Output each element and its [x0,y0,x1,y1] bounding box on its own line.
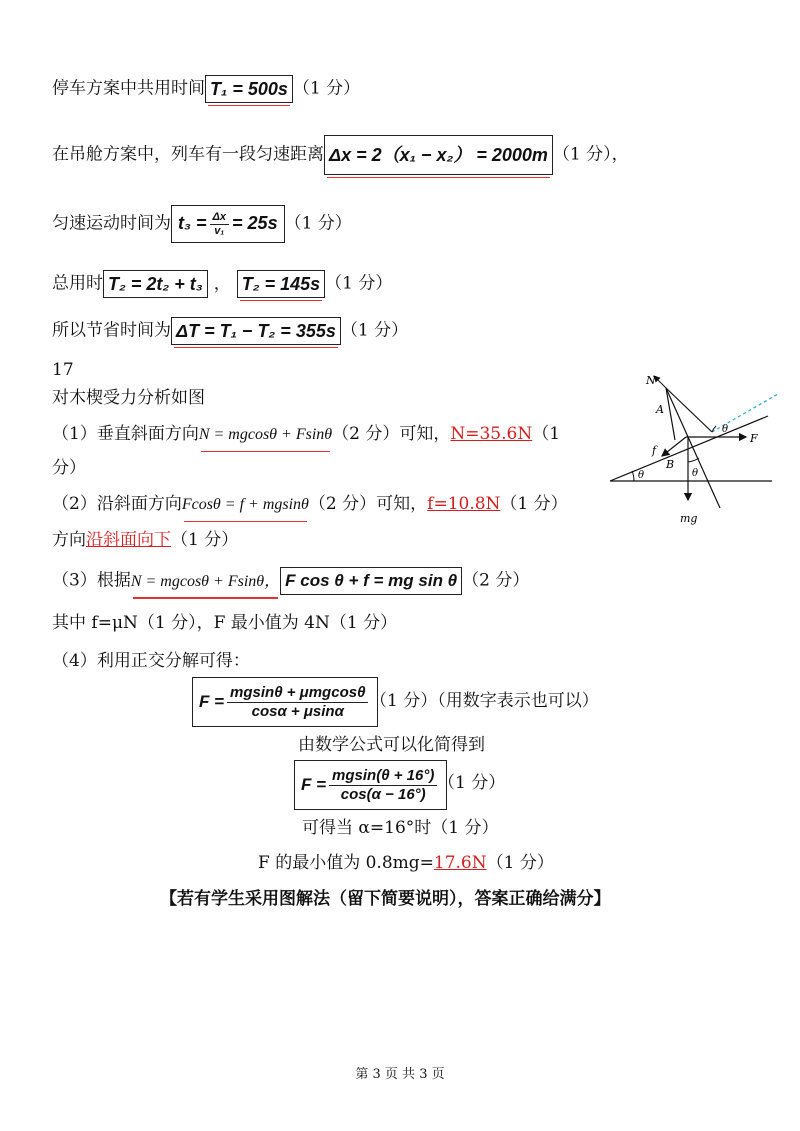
formula-box-F [192,677,378,727]
label-N: N [646,374,656,387]
label: 方向 [52,530,86,550]
numerator: Δx [210,211,230,225]
fraction [329,767,437,804]
score: （1 分）， [552,144,629,165]
lhs: F = [301,775,327,794]
question-intro: 对木楔受力分析如图 [52,388,205,408]
score: （1 [532,424,561,444]
grading-note: 【若有学生采用图解法（留下简要说明），答案正确给满分】 [160,889,611,909]
formula-box [171,205,285,243]
label-theta-incline: θ [638,470,645,481]
friction-arrow [662,437,686,456]
answer: 沿斜面向下 [86,530,171,550]
part-4: （4）利用正交分解可得： [52,651,250,671]
text: 停车方案中共用时间 [52,78,205,99]
score: （1 分） [340,320,409,341]
part-2 [52,491,568,518]
incline-line [610,416,768,481]
formula-box: F cos θ + f = mg sin θ [280,567,462,595]
text: 在吊舱方案中，列车有一段匀速距离 [52,144,324,165]
label-theta-top: θ [722,424,729,435]
score: （1 分） [500,494,568,514]
sep: ， [213,273,231,294]
text: （3）根据 [52,570,131,591]
normal-arrow [654,376,666,388]
text: 总用时 [52,273,103,294]
label-theta-wedge: θ [692,468,699,479]
score: （1 分） [486,853,554,873]
answer: N=35.6N [450,424,533,444]
line-saved-time [52,317,408,345]
part-2-direction [52,527,238,553]
score: （1 分） [284,213,352,234]
formula-box-F-simplified [294,760,447,810]
text: 匀速运动时间为 [52,213,171,234]
fraction [227,684,368,721]
label-F: F [750,432,758,445]
simplify-text: 由数学公式可以化简得到 [298,735,485,755]
score: （2 分）可知， [332,424,451,444]
part-3-friction: 其中 f=μN（1 分），F 最小值为 4N（1 分） [52,613,398,633]
line-total-time-pod [52,270,392,298]
part-4c: 可得当 α=16°时（1 分） [302,818,499,838]
formula-box-1: T₂ = 2t₂ + t₃ [103,270,208,298]
label-f: f [652,444,657,457]
angle-arc-1 [632,471,634,481]
fraction [210,211,230,238]
answer: 17.6N [433,853,487,873]
score: （1 分） [325,273,393,294]
equation: N = mgcosθ + Fsinθ， [131,569,280,595]
part-1 [52,421,560,448]
force-diagram [600,370,790,530]
part-4-score: （1 分）（用数字表示也可以） [370,691,599,711]
lhs: F = [199,692,225,711]
formula-box: ΔT = T₁ − T₂ = 355s [171,317,341,345]
label-mg: mg [680,512,698,525]
text: 所以节省时间为 [52,320,171,341]
line-uniform-time [52,205,352,243]
equation: N = mgcosθ + Fsinθ [199,422,332,448]
score: （2 分） [462,570,530,591]
part-1-cont: 分） [52,458,86,478]
part-3 [52,567,529,595]
text: （2）沿斜面方向 [52,494,182,514]
formula-box-2: T₂ = 145s [237,270,325,298]
lhs: t₃ = [178,213,207,233]
label-B: B [666,458,675,471]
text: （1）垂直斜面方向 [52,424,199,444]
denominator: v₁ [214,224,225,237]
label-A: A [656,403,664,416]
answer: f=10.8N [427,494,501,514]
angle-arc-2 [688,458,699,462]
part-4d [258,850,554,876]
numerator: mgsinθ + μmgcosθ [227,684,368,703]
score: （1 分） [292,78,361,99]
wedge-back [666,388,720,508]
formula-box: T₁ = 500s [205,75,293,103]
question-number: 17 [52,360,74,380]
score: （2 分）可知， [308,494,428,514]
denominator: cosα + μsinα [251,702,344,720]
line-uniform-distance [52,135,629,175]
rhs: = 25s [232,213,278,233]
equation: Fcosθ = f + mgsinθ [182,492,309,518]
formula-box: Δx = 2（x₁ − x₂） = 2000m [324,135,553,175]
part-4b-score: （1 分） [438,773,506,793]
line-total-time-stop [52,75,360,103]
score: （1 分） [171,530,239,550]
page-footer: 第 3 页 共 3 页 [355,1067,445,1082]
denominator: cos(α − 16°) [340,785,426,803]
text: F 的最小值为 0.8mg= [258,853,434,873]
numerator: mgsin(θ + 16°) [329,767,437,786]
